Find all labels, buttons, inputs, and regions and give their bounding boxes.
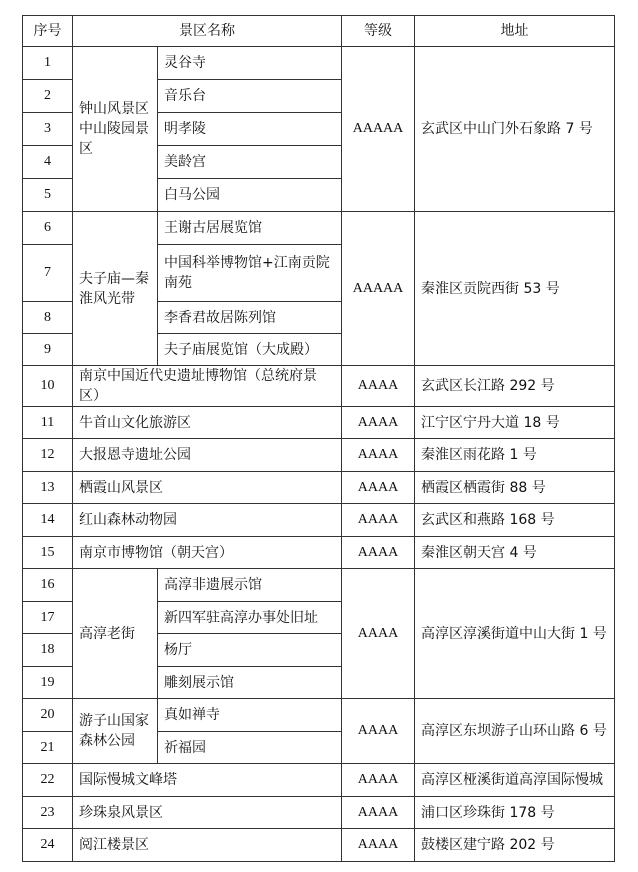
level: AAAA	[342, 537, 415, 569]
spot-name: 新四军驻高淳办事处旧址	[158, 602, 342, 634]
address: 秦淮区贡院西街 53 号	[415, 212, 615, 366]
spot-name: 李香君故居陈列馆	[158, 302, 342, 334]
level: AAAAA	[342, 47, 415, 212]
table-row	[23, 439, 615, 472]
table-row	[23, 212, 615, 245]
address: 秦淮区朝天宫 4 号	[415, 537, 615, 569]
header-name: 景区名称	[73, 16, 342, 47]
row-number: 20	[23, 699, 73, 732]
group-area: 高淳老街	[73, 569, 158, 699]
row-number: 19	[23, 667, 73, 699]
address: 高淳区桠溪街道高淳国际慢城	[415, 764, 615, 797]
row-number: 7	[23, 245, 73, 302]
spot-name: 大报恩寺遗址公园	[73, 439, 342, 472]
address: 秦淮区雨花路 1 号	[415, 439, 615, 472]
table-row	[23, 504, 615, 537]
table-row	[23, 472, 615, 504]
spot-name: 王谢古居展览馆	[158, 212, 342, 245]
spot-name: 雕刻展示馆	[158, 667, 342, 699]
row-number: 15	[23, 537, 73, 569]
row-number: 21	[23, 732, 73, 764]
address: 高淳区东坝游子山环山路 6 号	[415, 699, 615, 764]
table-row	[23, 569, 615, 602]
row-number: 2	[23, 80, 73, 113]
level: AAAA	[342, 504, 415, 537]
row-number: 8	[23, 302, 73, 334]
header-seq: 序号	[23, 16, 73, 47]
table-header-row	[23, 16, 615, 47]
address: 鼓楼区建宁路 202 号	[415, 829, 615, 862]
table-row	[23, 829, 615, 862]
row-number: 23	[23, 797, 73, 829]
row-number: 11	[23, 407, 73, 439]
level: AAAA	[342, 366, 415, 407]
table-row	[23, 699, 615, 732]
spot-name: 国际慢城文峰塔	[73, 764, 342, 797]
spot-name: 真如禅寺	[158, 699, 342, 732]
row-number: 12	[23, 439, 73, 472]
group-area: 游子山国家森林公园	[73, 699, 158, 764]
level: AAAA	[342, 472, 415, 504]
spot-name: 阅江楼景区	[73, 829, 342, 862]
level: AAAA	[342, 699, 415, 764]
level: AAAA	[342, 569, 415, 699]
table-row	[23, 764, 615, 797]
spot-name: 祈福园	[158, 732, 342, 764]
row-number: 13	[23, 472, 73, 504]
spot-name: 中国科举博物馆+江南贡院南苑	[158, 245, 342, 302]
address: 栖霞区栖霞街 88 号	[415, 472, 615, 504]
row-number: 18	[23, 634, 73, 667]
row-number: 17	[23, 602, 73, 634]
level: AAAA	[342, 829, 415, 862]
row-number: 6	[23, 212, 73, 245]
row-number: 5	[23, 179, 73, 212]
address: 玄武区长江路 292 号	[415, 366, 615, 407]
row-number: 16	[23, 569, 73, 602]
row-number: 14	[23, 504, 73, 537]
spot-name: 红山森林动物园	[73, 504, 342, 537]
spot-name: 牛首山文化旅游区	[73, 407, 342, 439]
table-row	[23, 47, 615, 80]
level: AAAAA	[342, 212, 415, 366]
spot-name: 明孝陵	[158, 113, 342, 146]
spot-name: 美龄宫	[158, 146, 342, 179]
group-area: 夫子庙—秦淮风光带	[73, 212, 158, 366]
spot-name: 音乐台	[158, 80, 342, 113]
row-number: 24	[23, 829, 73, 862]
level: AAAA	[342, 439, 415, 472]
address: 高淳区淳溪街道中山大街 1 号	[415, 569, 615, 699]
scenic-spots-table	[22, 15, 615, 862]
spot-name: 栖霞山风景区	[73, 472, 342, 504]
address: 江宁区宁丹大道 18 号	[415, 407, 615, 439]
spot-name: 南京市博物馆（朝天宫）	[73, 537, 342, 569]
level: AAAA	[342, 797, 415, 829]
spot-name: 夫子庙展览馆（大成殿）	[158, 334, 342, 366]
row-number: 4	[23, 146, 73, 179]
table-row	[23, 407, 615, 439]
address: 玄武区和燕路 168 号	[415, 504, 615, 537]
level: AAAA	[342, 764, 415, 797]
spot-name: 杨厅	[158, 634, 342, 667]
spot-name: 珍珠泉风景区	[73, 797, 342, 829]
address: 浦口区珍珠街 178 号	[415, 797, 615, 829]
row-number: 1	[23, 47, 73, 80]
spot-name: 灵谷寺	[158, 47, 342, 80]
spot-name: 白马公园	[158, 179, 342, 212]
group-area: 钟山风景区中山陵园景区	[73, 47, 158, 212]
spot-name: 南京中国近代史遗址博物馆（总统府景区）	[73, 366, 342, 407]
header-address: 地址	[415, 16, 615, 47]
table-row	[23, 366, 615, 407]
row-number: 3	[23, 113, 73, 146]
address: 玄武区中山门外石象路 7 号	[415, 47, 615, 212]
header-level: 等级	[342, 16, 415, 47]
row-number: 10	[23, 366, 73, 407]
table-row	[23, 537, 615, 569]
spot-name: 高淳非遗展示馆	[158, 569, 342, 602]
level: AAAA	[342, 407, 415, 439]
row-number: 9	[23, 334, 73, 366]
table-row	[23, 797, 615, 829]
row-number: 22	[23, 764, 73, 797]
